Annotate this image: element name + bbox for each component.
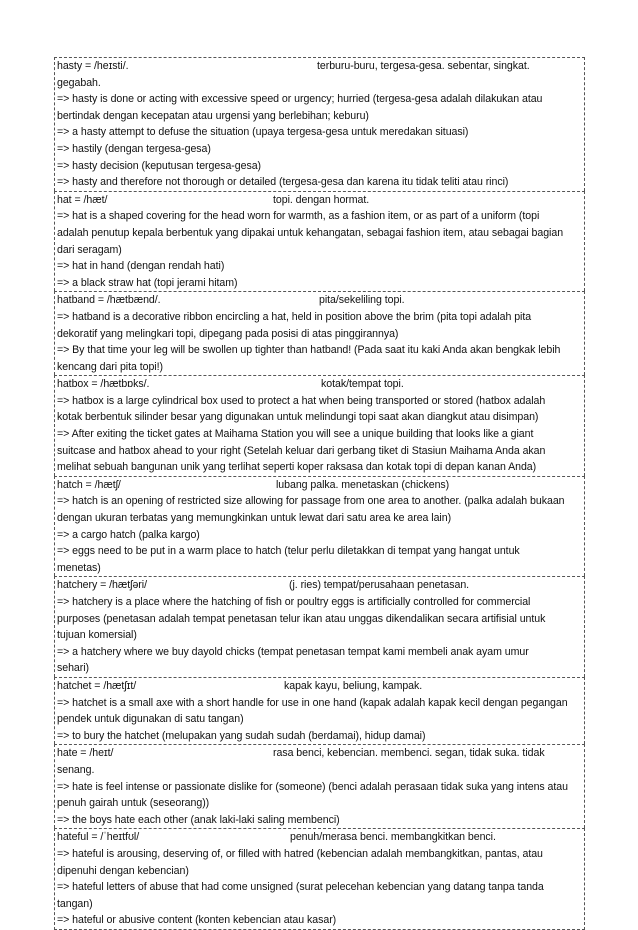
dictionary-entry (54, 291, 585, 375)
entry-text-line: => a hasty attempt to defuse the situation (upaya tergesa-gesa untuk meredakan situasi) (57, 126, 469, 139)
entry-text-line: => hat in hand (dengan rendah hati) (57, 260, 225, 273)
entry-text-line: penuh gairah untuk (seseorang)) (57, 797, 210, 810)
entry-text-line: => hatchet is a small axe with a short handle for use in one hand (kapak adalah kapak kecil dengan pegangan (57, 696, 568, 709)
entry-term: hatchery = /hætʃəri/ (57, 579, 147, 592)
entry-text-line: => a hatchery where we buy dayold chicks (tempat penetasan tempat kami membeli anak ayam umur (57, 645, 529, 658)
entry-translation: (j. ries) tempat/perusahaan penetasan. (289, 579, 470, 592)
entry-text-line: dari seragam) (57, 243, 122, 256)
entry-text-line: dipenuhi dengan kebencian) (57, 864, 189, 877)
entry-text-line: melihat sebuah bangunan unik yang terlihat seperti koper raksasa dan kotak topi di depan kanan Anda) (57, 461, 537, 474)
entry-text-line: => hasty is done or acting with excessive speed or urgency; hurried (tergesa-gesa adalah dilakukan atau (57, 93, 543, 106)
entry-term: hateful = /ˈheɪtfʊl/ (57, 831, 140, 844)
entry-text-line: tangan) (57, 897, 93, 910)
entry-translation: lubang palka. menetaskan (chickens) (276, 478, 450, 491)
entry-term: hatch = /hætʃ/ (57, 478, 121, 491)
entry-headword-line (57, 292, 583, 309)
entry-text-line: kotak berbentuk silinder besar yang digunakan untuk melindungi topi saat akan diangkut atau disimpan) (57, 411, 539, 424)
entry-translation: pita/sekeliling topi. (319, 294, 405, 307)
entry-text-line: => hastily (dengan tergesa-gesa) (57, 142, 211, 155)
entry-term: hasty = /heɪsti/. (57, 60, 129, 72)
entry-text-line: sehari) (57, 662, 90, 675)
dictionary-entry (54, 191, 585, 292)
entry-text-line: tujuan komersial) (57, 629, 137, 642)
entry-text-line: => hate is feel intense or passionate dislike for (someone) (benci adalah perasaan tidak suka yang intens atau (57, 780, 568, 793)
entry-translation: rasa benci, kebencian. membenci. segan, tidak suka. tidak (273, 747, 545, 760)
entry-text-line: gegabah. (57, 76, 101, 89)
entry-text-line: => hasty decision (keputusan tergesa-gesa) (57, 159, 262, 172)
entry-headword-line (57, 829, 583, 846)
dictionary-entry (54, 677, 585, 744)
entry-term: hate = /heɪt/ (57, 747, 114, 760)
entry-headword-line (57, 58, 583, 75)
entry-text-line: => After exiting the ticket gates at Maihama Station you will see a unique building that looks like a giant (57, 428, 534, 441)
dictionary-entry (54, 375, 585, 476)
entry-text-line: => By that time your leg will be swollen up tighter than hatband! (Pada saat itu kaki Anda akan bengkak lebih (57, 344, 561, 357)
entry-translation: kotak/tempat topi. (321, 378, 404, 391)
entry-text-line: => hateful or abusive content (konten kebencian atau kasar) (57, 914, 337, 927)
entry-term: hatband = /hætbænd/. (57, 294, 161, 307)
entry-translation: penuh/merasa benci. membangkitkan benci. (290, 831, 496, 844)
entry-text-line: => a cargo hatch (palka kargo) (57, 528, 200, 541)
dictionary-document (54, 57, 585, 930)
entry-text-line: senang. (57, 763, 95, 776)
entry-text-line: => hatbox is a large cylindrical box used to protect a hat when being transported or stored (hatbox adalah (57, 394, 546, 407)
entry-headword-line (57, 577, 583, 594)
entry-term: hatchet = /hætʃɪt/ (57, 679, 137, 692)
entry-text-line: adalah penutup kepala berbentuk yang dipakai untuk kehangatan, sebagai fashion item, atau sebagai bagian (57, 226, 564, 239)
entry-text-line: => hateful letters of abuse that had come unsigned (surat pelecehan kebencian yang datang tanpa tanda (57, 881, 544, 894)
entry-headword-line (57, 678, 583, 695)
entry-text-line: => hatband is a decorative ribbon encircling a hat, held in position above the brim (pita topi adalah pita (57, 310, 532, 323)
entry-text-line: purposes (penetasan adalah tempat penetasan telur ikan atau unggas dikendalikan secara artifisial untuk (57, 612, 546, 625)
entry-term: hatbox = /hætbɒks/. (57, 378, 150, 391)
entry-text-line: => hat is a shaped covering for the head worn for warmth, as a fashion item, or as part of a uniform (topi (57, 210, 540, 223)
entry-headword-line (57, 745, 583, 762)
entry-text-line: menetas) (57, 561, 101, 574)
entry-text-line: kencang dari pita topi!) (57, 360, 163, 373)
entry-text-line: => a black straw hat (topi jerami hitam) (57, 276, 238, 289)
entry-text-line: pendek untuk digunakan di satu tangan) (57, 713, 244, 726)
dictionary-entry (54, 57, 585, 191)
entry-headword-line (57, 477, 583, 494)
entry-translation: kapak kayu, beliung, kampak. (284, 679, 423, 692)
entry-translation: topi. dengan hormat. (273, 193, 370, 206)
dictionary-entry (54, 476, 585, 577)
entry-text-line: dengan ukuran terbatas yang memungkinkan untuk lewat dari satu area ke area lain) (57, 512, 452, 525)
entry-text-line: => eggs need to be put in a warm place to hatch (telur perlu diletakkan di tempat yang hangat untuk (57, 545, 520, 558)
entry-text-line: => hatchery is a place where the hatching of fish or poultry eggs is artificially controlled for commercial (57, 596, 531, 608)
dictionary-entry (54, 744, 585, 828)
entry-text-line: suitcase and hatbox ahead to your right (Setelah keluar dari gerbang tiket di Stasiun Maihama Anda akan (57, 444, 546, 457)
entry-headword-line (57, 192, 583, 209)
dictionary-entry (54, 576, 585, 677)
entry-text-line: bertindak dengan kecepatan atau urgensi yang berlebihan; keburu) (57, 109, 369, 122)
entry-term: hat = /hæt/ (57, 193, 108, 206)
entry-translation: terburu-buru, tergesa-gesa. sebentar, singkat. (317, 60, 530, 72)
entry-text-line: => to bury the hatchet (melupakan yang sudah sudah (berdamai), hidup damai) (57, 729, 426, 742)
entry-text-line: => hateful is arousing, deserving of, or filled with hatred (kebencian adalah membangkitkan, pantas, atau (57, 847, 543, 860)
entry-text-line: => hasty and therefore not thorough or detailed (tergesa-gesa dan karena itu tidak teliti atau rinci) (57, 176, 509, 189)
entry-text-line: => the boys hate each other (anak laki-laki saling membenci) (57, 813, 340, 826)
dictionary-entry (54, 828, 585, 930)
entry-text-line: dekoratif yang melingkari topi, dipegang pada posisi di atas pinggirannya) (57, 327, 399, 340)
entry-text-line: => hatch is an opening of restricted size allowing for passage from one area to another. (palka adalah bukaan (57, 495, 565, 508)
entry-headword-line (57, 376, 583, 393)
